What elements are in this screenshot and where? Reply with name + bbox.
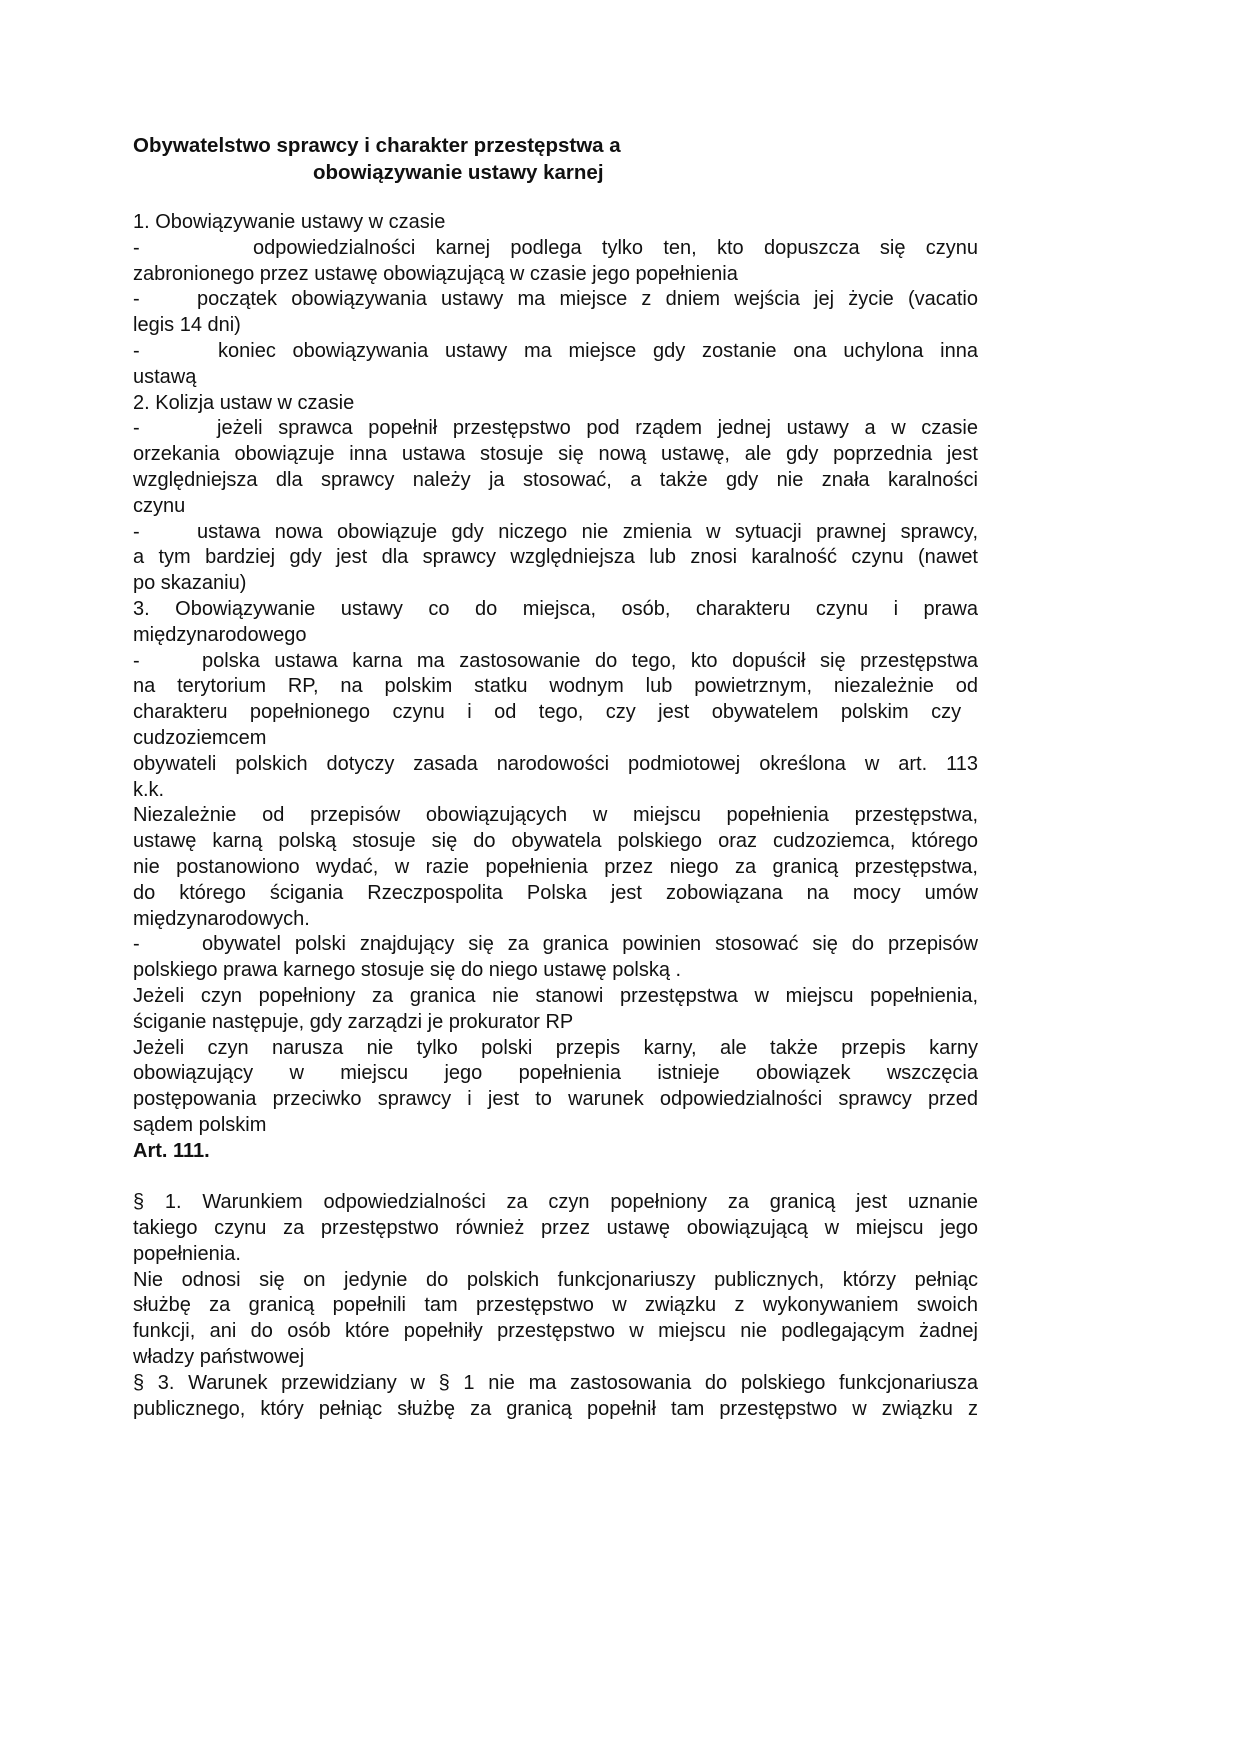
bullet-dash: - [133, 288, 140, 311]
bullet-dash: - [133, 339, 140, 362]
text-line [133, 907, 978, 933]
line-text: jeżeli sprawca popełnił przestępstwo pod rządem jednej ustawy a w czasie [217, 417, 978, 440]
text-line [133, 1268, 978, 1294]
line-text: po skazaniu) [133, 572, 247, 595]
line-text: 1. Obowiązywanie ustawy w czasie [133, 211, 446, 233]
line-text: funkcji, ani do osób które popełniły przestępstwo w miejscu nie podlegającym żadnej [133, 1320, 978, 1343]
text-line [133, 778, 978, 804]
bullet-dash: - [133, 933, 140, 956]
line-text: obywateli polskich dotyczy zasada narodowości podmiotowej określona w art. 113 [133, 752, 978, 775]
line-text: Art. 111. [133, 1139, 210, 1162]
text-line [133, 1010, 978, 1036]
text-line [133, 1371, 978, 1397]
paragraph [133, 1371, 978, 1423]
spacer [133, 186, 978, 210]
line-text: międzynarodowego [133, 623, 307, 646]
text-line [133, 1190, 978, 1216]
line-text: § 3. Warunek przewidziany w § 1 nie ma zastosowania do polskiego funkcjonariusza [133, 1371, 978, 1394]
line-text: polska ustawa karna ma zastosowanie do tego, kto dopuścił się przestępstwa [202, 649, 978, 672]
document-body [133, 210, 978, 1422]
text-line [133, 700, 978, 726]
line-text: czynu [133, 494, 186, 517]
section-heading [133, 210, 978, 236]
text-line [133, 287, 978, 313]
line-text: legis 14 dni) [133, 314, 241, 337]
bullet-paragraph [133, 339, 978, 391]
line-text: władzy państwowej [133, 1346, 305, 1369]
section-heading [133, 391, 978, 417]
line-text: sądem polskim [133, 1113, 267, 1136]
text-line [133, 674, 978, 700]
title-line-1: Obywatelstwo sprawcy i charakter przestępstwa a [133, 134, 621, 157]
paragraph [133, 752, 978, 804]
text-line [133, 1293, 978, 1319]
bullet-paragraph [133, 416, 978, 519]
text-line [133, 391, 978, 417]
text-line [133, 958, 978, 984]
section-heading [133, 597, 978, 649]
line-text: ustawa nowa obowiązuje gdy niczego nie zmienia w sytuacji prawnej sprawcy, [197, 520, 978, 543]
title-line-2: obowiązywanie ustawy karnej [313, 161, 604, 184]
line-text: postępowania przeciwko sprawcy i jest to warunek odpowiedzialności sprawcy przed [133, 1088, 978, 1111]
line-text: ustawę karną polską stosuje się do obywatela polskiego oraz cudzoziemca, którego [133, 830, 978, 853]
line-text: cudzoziemcem [133, 726, 267, 749]
line-text: k.k. [133, 778, 165, 801]
line-text: międzynarodowych. [133, 907, 310, 930]
text-line [133, 1345, 978, 1371]
bullet-dash: - [133, 417, 140, 440]
line-text: obowiązujący w miejscu jego popełnienia istnieje obowiązek wszczęcia [133, 1062, 978, 1085]
text-line [133, 649, 978, 675]
line-text: zabronionego przez ustawę obowiązującą w czasie jego popełnienia [133, 262, 738, 285]
text-line [133, 236, 978, 262]
text-line [133, 262, 978, 288]
text-line [133, 365, 978, 391]
text-line [133, 416, 978, 442]
text-line [133, 1319, 978, 1345]
line-text: Niezależnie od przepisów obowiązujących w miejscu popełnienia przestępstwa, [133, 804, 978, 827]
bullet-dash: - [133, 236, 140, 259]
text-line [133, 752, 978, 778]
text-line [133, 1216, 978, 1242]
text-line [133, 1036, 978, 1062]
paragraph [133, 1036, 978, 1139]
line-text: nie postanowiono wydać, w razie popełnienia przez niego za granicą przestępstwa, [133, 855, 978, 878]
line-text: Jeżeli czyn popełniony za granica nie stanowi przestępstwa w miejscu popełnienia, [133, 984, 978, 1007]
line-text: takiego czynu za przestępstwo również przez ustawę obowiązującą w miejscu jego [133, 1217, 978, 1240]
paragraph [133, 1268, 978, 1371]
text-line [133, 313, 978, 339]
text-line [133, 1242, 978, 1268]
line-text: 2. Kolizja ustaw w czasie [133, 391, 355, 414]
line-text: ustawą [133, 365, 197, 388]
bullet-dash: - [133, 520, 140, 543]
line-text: charakteru popełnionego czynu i od tego, czy jest obywatelem polskim czy [133, 701, 962, 724]
document-page [133, 132, 978, 1422]
article-heading [133, 1139, 978, 1165]
text-line [133, 1061, 978, 1087]
paragraph [133, 803, 978, 932]
line-text: 3. Obowiązywanie ustawy co do miejsca, osób, charakteru czynu i prawa [133, 597, 978, 620]
text-line [133, 623, 978, 649]
line-text: koniec obowiązywania ustawy ma miejsce gdy zostanie ona uchylona inna [218, 339, 978, 362]
text-line [133, 1139, 978, 1165]
line-text: ściganie następuje, gdy zarządzi je prokurator RP [133, 1010, 574, 1033]
paragraph [133, 984, 978, 1036]
bullet-paragraph [133, 287, 978, 339]
text-line [133, 494, 978, 520]
text-line [133, 881, 978, 907]
line-text: a tym bardziej gdy jest dla sprawcy względniejsza lub znosi karalność czynu (nawet [133, 546, 978, 569]
text-line [133, 726, 978, 752]
bullet-paragraph [133, 520, 978, 597]
text-line [133, 468, 978, 494]
text-line [133, 520, 978, 546]
text-line [133, 1087, 978, 1113]
line-text: początek obowiązywania ustawy ma miejsce z dniem wejścia jej życie (vacatio [197, 288, 978, 311]
line-text: polskiego prawa karnego stosuje się do niego ustawę polską . [133, 959, 682, 982]
text-line [133, 571, 978, 597]
text-line [133, 210, 978, 236]
line-text: do którego ścigania Rzeczpospolita Polska jest zobowiązana na mocy umów [133, 881, 978, 904]
text-line [133, 984, 978, 1010]
paragraph [133, 1190, 978, 1267]
line-text: popełnienia. [133, 1242, 241, 1265]
text-line [133, 597, 978, 623]
line-text: Jeżeli czyn narusza nie tylko polski przepis karny, ale także przepis karny [133, 1036, 978, 1059]
text-line [133, 803, 978, 829]
text-line [133, 855, 978, 881]
line-text: publicznego, który pełniąc służbę za granicą popełnił tam przestępstwo w związku z [133, 1397, 978, 1420]
text-line [133, 932, 978, 958]
document-title [133, 132, 978, 186]
blank-line [133, 1164, 978, 1190]
line-text: Nie odnosi się on jedynie do polskich funkcjonariuszy publicznych, którzy pełniąc [133, 1268, 978, 1291]
line-text: § 1. Warunkiem odpowiedzialności za czyn popełniony za granicą jest uznanie [133, 1191, 978, 1214]
line-text: służbę za granicą popełnili tam przestępstwo w związku z wykonywaniem swoich [133, 1294, 978, 1317]
bullet-dash: - [133, 649, 140, 672]
line-text: odpowiedzialności karnej podlega tylko ten, kto dopuszcza się czynu [253, 236, 978, 259]
bullet-paragraph [133, 649, 978, 752]
text-line [133, 442, 978, 468]
text-line [133, 829, 978, 855]
text-line [133, 545, 978, 571]
text-line [133, 1397, 978, 1423]
bullet-paragraph [133, 236, 978, 288]
line-text: względniejsza dla sprawcy należy ja stosować, a także gdy nie znała karalności [133, 468, 978, 491]
text-line [133, 339, 978, 365]
line-text: na terytorium RP, na polskim statku wodnym lub powietrznym, niezależnie od [133, 675, 978, 698]
text-line [133, 1113, 978, 1139]
line-text: orzekania obowiązuje inna ustawa stosuje się nową ustawę, ale gdy poprzednia jest [133, 443, 978, 466]
bullet-paragraph [133, 932, 978, 984]
line-text: obywatel polski znajdujący się za granica powinien stosować się do przepisów [202, 933, 978, 956]
